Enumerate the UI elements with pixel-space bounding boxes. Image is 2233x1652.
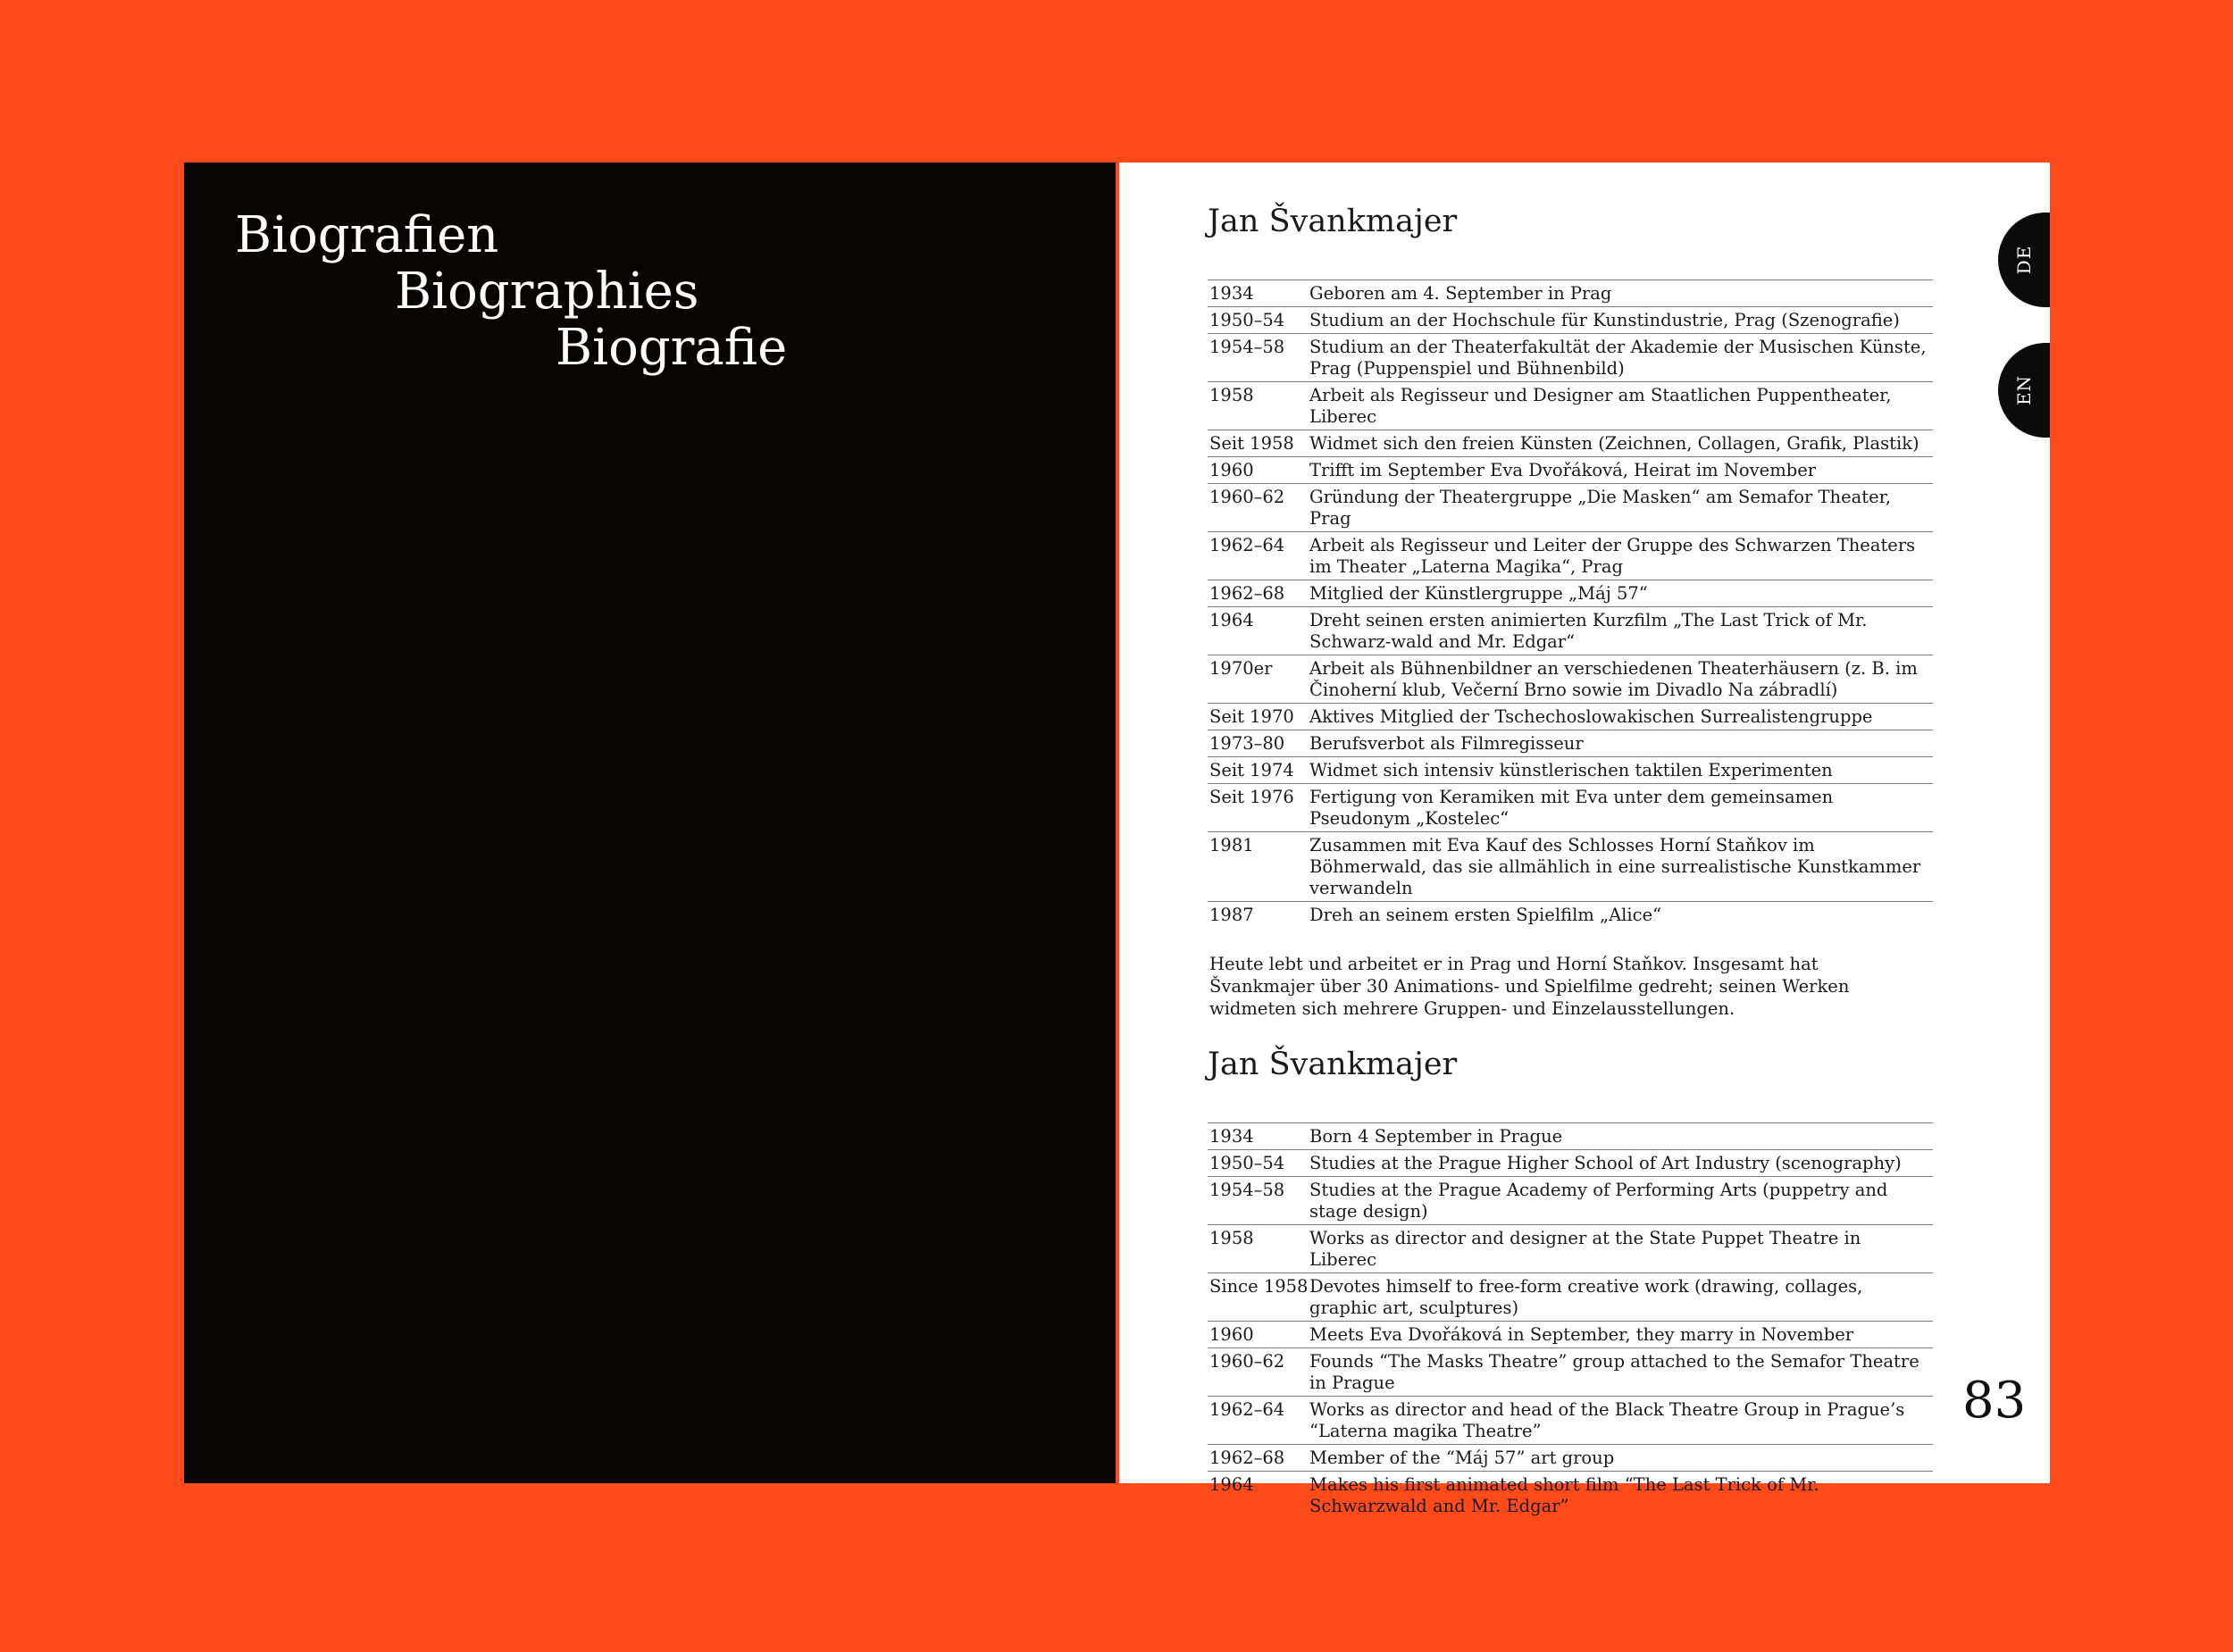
timeline-year: 1981 — [1209, 835, 1254, 855]
timeline-year: 1970er — [1209, 658, 1273, 679]
timeline-text: Makes his first animated short film “The Last Trick of Mr. Schwarzwald and Mr. Edgar” — [1309, 1474, 1819, 1516]
timeline-year: Seit 1958 — [1209, 433, 1294, 454]
timeline-year: 1973–80 — [1209, 733, 1285, 754]
timeline-text: Trifft im September Eva Dvořáková, Heirat im November — [1309, 460, 1817, 480]
title-czech: Biografie — [556, 319, 788, 377]
language-tab-de[interactable] — [1998, 213, 2050, 307]
timeline-row — [1208, 1150, 1933, 1177]
language-tab-de-label: DE — [2013, 245, 2035, 275]
timeline-text: Arbeit als Bühnenbildner an verschiedenen Theaterhäusern (z. B. im Činoherní klub, Večerní Brno sowie im Divadlo Na zábradlí) — [1309, 658, 1918, 700]
section-heading-de: Jan Švankmajer — [1208, 204, 1458, 239]
timeline-year: 1934 — [1209, 1126, 1254, 1147]
timeline-row — [1208, 1273, 1933, 1322]
section-heading-en: Jan Švankmajer — [1208, 1047, 1458, 1082]
timeline-row — [1208, 832, 1933, 902]
timeline-year: 1960 — [1209, 460, 1254, 480]
timeline-year: 1950–54 — [1209, 310, 1285, 330]
timeline-year: 1964 — [1209, 1474, 1254, 1495]
timeline-text: Fertigung von Keramiken mit Eva unter dem gemeinsamen Pseudonym „Kostelec“ — [1309, 787, 1834, 829]
timeline-year: 1964 — [1209, 610, 1254, 630]
timeline-year: 1934 — [1209, 283, 1254, 304]
timeline-row — [1208, 730, 1933, 757]
timeline-text: Studium an der Theaterfakultät der Akademie der Musischen Künste, Prag (Puppenspiel und Bühnenbild) — [1309, 337, 1927, 379]
timeline-text: Meets Eva Dvořáková in September, they marry in November — [1309, 1324, 1854, 1345]
timeline-row — [1208, 757, 1933, 784]
timeline-year: Seit 1974 — [1209, 760, 1294, 780]
timeline-row — [1208, 280, 1933, 307]
summary-paragraph-de: Heute lebt und arbeitet er in Prag und Horní Staňkov. Insgesamt hat Švankmajer über 30 Animations- und Spielfilme gedreht; seinen Werken widmeten sich mehrere Gruppen- und Einzelausstellungen. — [1209, 954, 1850, 1019]
timeline-year: Since 1958 — [1209, 1276, 1309, 1297]
timeline-row — [1208, 1177, 1933, 1225]
timeline-year: 1958 — [1209, 385, 1254, 405]
page-number: 83 — [1962, 1372, 2027, 1430]
title-german: Biografien — [235, 206, 499, 264]
timeline-year: 1960 — [1209, 1324, 1254, 1345]
timeline-year: 1987 — [1209, 905, 1254, 925]
timeline-text: Studies at the Prague Higher School of Art Industry (scenography) — [1309, 1153, 1902, 1173]
left-page — [184, 163, 1116, 1483]
timeline-row — [1208, 902, 1933, 928]
timeline-year: 1962–68 — [1209, 1448, 1285, 1468]
timeline-year: 1960–62 — [1209, 1351, 1285, 1372]
timeline-row — [1208, 1322, 1933, 1348]
timeline-text: Studium an der Hochschule für Kunstindustrie, Prag (Szenografie) — [1309, 310, 1900, 330]
timeline-text: Zusammen mit Eva Kauf des Schlosses Horní Staňkov im Böhmerwald, das sie allmählich in eine surrealistische Kunstkammer verwandeln — [1309, 835, 1921, 898]
language-tab-en-label: EN — [2013, 374, 2035, 406]
timeline-year: Seit 1976 — [1209, 787, 1294, 807]
timeline-text: Arbeit als Regisseur und Designer am Staatlichen Puppentheater, Liberec — [1309, 385, 1892, 427]
timeline-year: 1962–64 — [1209, 535, 1285, 555]
timeline-row — [1208, 532, 1933, 580]
timeline-text: Widmet sich intensiv künstlerischen taktilen Experimenten — [1309, 760, 1833, 780]
timeline-row — [1208, 484, 1933, 532]
timeline-row — [1208, 607, 1933, 655]
timeline-text: Devotes himself to free-form creative work (drawing, collages, graphic art, sculptures) — [1309, 1276, 1863, 1318]
book-spread — [184, 163, 2050, 1516]
timeline-row — [1208, 334, 1933, 382]
title-english: Biographies — [395, 263, 699, 321]
timeline-text: Dreh an seinem ersten Spielfilm „Alice“ — [1309, 905, 1662, 925]
timeline-text: Dreht seinen ersten animierten Kurzfilm „The Last Trick of Mr. Schwarz-wald and Mr. Edgar“ — [1309, 610, 1868, 652]
timeline-text: Aktives Mitglied der Tschechoslowakischen Surrealistengruppe — [1309, 706, 1873, 727]
timeline-row — [1208, 655, 1933, 704]
timeline-text: Arbeit als Regisseur und Leiter der Gruppe des Schwarzen Theaters im Theater „Laterna Magika“, Prag — [1309, 535, 1916, 577]
timeline-de — [1208, 280, 1933, 928]
timeline-text: Born 4 September in Prague — [1309, 1126, 1563, 1147]
timeline-row — [1208, 1397, 1933, 1445]
timeline-text: Studies at the Prague Academy of Performing Arts (puppetry and stage design) — [1309, 1180, 1888, 1222]
timeline-row — [1208, 1225, 1933, 1273]
timeline-row — [1208, 784, 1933, 832]
timeline-row — [1208, 1472, 1933, 1519]
timeline-text: Widmet sich den freien Künsten (Zeichnen, Collagen, Grafik, Plastik) — [1309, 433, 1919, 454]
timeline-text: Works as director and designer at the State Puppet Theatre in Liberec — [1309, 1228, 1861, 1270]
timeline-year: 1960–62 — [1209, 487, 1285, 507]
timeline-year: 1950–54 — [1209, 1153, 1285, 1173]
timeline-text: Geboren am 4. September in Prag — [1309, 283, 1612, 304]
timeline-year: 1958 — [1209, 1228, 1254, 1248]
timeline-row — [1208, 457, 1933, 484]
timeline-text: Berufsverbot als Filmregisseur — [1309, 733, 1584, 754]
language-tab-en[interactable] — [1998, 343, 2050, 438]
timeline-row — [1208, 382, 1933, 430]
timeline-row — [1208, 1123, 1933, 1150]
timeline-year: 1954–58 — [1209, 337, 1285, 357]
timeline-row — [1208, 580, 1933, 607]
timeline-row — [1208, 704, 1933, 730]
timeline-year: 1962–64 — [1209, 1399, 1285, 1420]
timeline-text: Mitglied der Künstlergruppe „Máj 57“ — [1309, 583, 1648, 604]
timeline-text: Founds “The Masks Theatre” group attached to the Semafor Theatre in Prague — [1309, 1351, 1919, 1393]
timeline-row — [1208, 1445, 1933, 1472]
timeline-year: 1962–68 — [1209, 583, 1285, 604]
timeline-text: Gründung der Theatergruppe „Die Masken“ am Semafor Theater, Prag — [1309, 487, 1892, 529]
timeline-row — [1208, 430, 1933, 457]
timeline-text: Member of the “Máj 57” art group — [1309, 1448, 1615, 1468]
timeline-text: Works as director and head of the Black Theatre Group in Prague’s “Laterna magika Theatre” — [1309, 1399, 1905, 1441]
timeline-row — [1208, 1348, 1933, 1397]
timeline-en — [1208, 1122, 1933, 1519]
timeline-row — [1208, 307, 1933, 334]
timeline-year: 1954–58 — [1209, 1180, 1285, 1200]
right-page — [1119, 163, 2050, 1516]
timeline-year: Seit 1970 — [1209, 706, 1294, 727]
